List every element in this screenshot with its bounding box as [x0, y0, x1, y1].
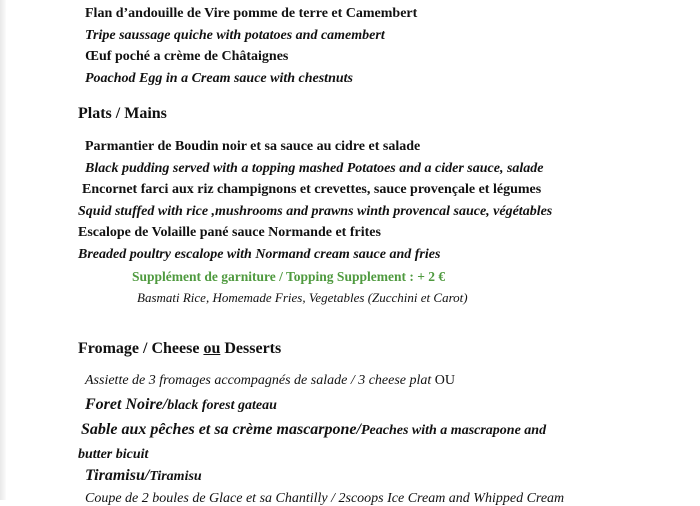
starter-item-fr: Œuf poché a crème de Châtaignes [85, 49, 289, 64]
main-item-fr: Parmantier de Boudin noir et sa sauce au cidre et salade [85, 139, 421, 154]
dessert-item-foret-noire [85, 397, 277, 413]
dessert-item-sable-cont [78, 446, 148, 462]
dessert-item-main: Foret Noire/ [85, 396, 168, 413]
starter-item-en: Tripe saussage quiche with potatoes and camembert [85, 28, 385, 43]
dessert-item-main: Assiette de 3 fromages accompagnés de salade / 3 cheese plat [85, 373, 435, 388]
dessert-item-main: Coupe de 2 boules de Glace et sa Chantilly / [85, 491, 339, 506]
topping-supplement: Supplément de garniture / Topping Supplement : + 2 € [132, 269, 446, 284]
dessert-item-cheese [85, 374, 455, 388]
section-title-mains: Plats / Mains [78, 105, 167, 122]
page-edge-shadow [0, 0, 6, 500]
dessert-item-main: Sable aux pêches et sa crème mascarpone/ [81, 421, 361, 438]
main-item-en: Black pudding served with a topping mashed Potatoes and a cider sauce, salade [85, 161, 544, 176]
section-title-desserts [78, 341, 281, 357]
dessert-item-suffix: black forest gateau [167, 398, 277, 413]
main-item-fr: Escalope de Volaille pané sauce Normande et frites [78, 225, 381, 240]
dessert-item-suffix: Peaches with a mascrapone and [360, 423, 547, 438]
dessert-item-suffix: 2scoops Ice Cream and Whipped Cream [338, 491, 565, 506]
dessert-item-sable [81, 422, 546, 438]
dessert-item-main: Tiramisu/ [85, 467, 150, 484]
starter-item-en: Poachod Egg in a Cream sauce with chestnuts [85, 71, 353, 86]
starter-item-fr: Flan d’andouille de Vire pomme de terre et Camembert [85, 6, 418, 21]
main-item-en: Squid stuffed with rice ,mushrooms and prawns winth provencal sauce, végétables [78, 204, 553, 219]
dessert-item-suffix: Tiramisu [149, 469, 202, 484]
desserts-title-part1: Fromage / Cheese [78, 340, 204, 357]
main-item-en: Breaded poultry escalope with Normand cream sauce and fries [78, 247, 441, 262]
desserts-title-part3: Desserts [220, 340, 282, 357]
main-item-fr: Encornet farci aux riz champignons et crevettes, sauce provençale et légumes [82, 182, 542, 197]
supplement-sides: Basmati Rice, Homemade Fries, Vegetables (Zucchini et Carot) [137, 290, 468, 305]
dessert-item-tiramisu [85, 468, 202, 484]
desserts-title-ou: ou [203, 340, 221, 357]
dessert-item-suffix: butter bicuit [78, 447, 149, 462]
dessert-item-suffix: OU [434, 373, 456, 388]
dessert-item-coupe [85, 492, 564, 506]
